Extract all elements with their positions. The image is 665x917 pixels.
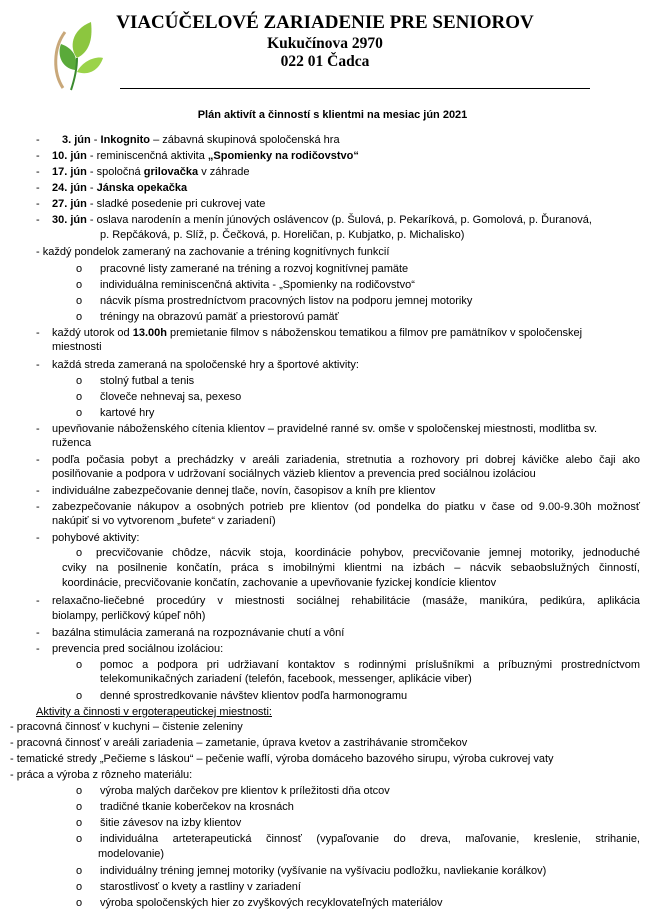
date-event: 17. jún - spoločná grilovačka v záhrade	[52, 166, 250, 178]
dash-marker: -	[36, 532, 40, 544]
circle-marker: o	[76, 375, 83, 387]
facility-city: 022 01 Čadca	[280, 53, 370, 70]
bullet-walks-cont: posilňovanie a podpora v udržovaní sociálnych väzieb klientov a prevencia pred sociálnou izoláciou	[52, 468, 536, 480]
circle-marker: o	[76, 407, 83, 419]
circle-marker: o	[76, 833, 83, 845]
facility-logo	[49, 18, 105, 94]
list-item: pracovné listy zamerané na tréning a rozvoj kognitívnej pamäte	[100, 263, 409, 275]
bullet-relax: relaxačno-liečebné procedúry v miestnosti sociálnej rehabilitácie (masáže, manikúra, pedikúra, aplikácia	[52, 595, 640, 607]
event-date: 3. jún	[62, 134, 91, 146]
ergo-item: individuálny tréning jemnej motoriky (vyšívanie na vyšívaciu podložku, navliekanie korálkov)	[100, 865, 547, 877]
monday-heading: - každý pondelok zameraný na zachovanie a tréning kognitívnych funkcií	[36, 246, 390, 258]
dash-marker: -	[36, 182, 40, 194]
dash-marker: -	[36, 327, 40, 339]
dash-marker: -	[36, 627, 40, 639]
event-date: 24. jún	[52, 182, 87, 194]
movement-item-cont: koordinácie, precvičovanie končatín, zachovanie a upevňovanie fyzickej kondície klientov	[62, 577, 497, 589]
bullet-press: individuálne zabezpečovanie dennej tlače, novín, časopisov a kníh pre klientov	[52, 485, 436, 497]
dash-marker: -	[36, 595, 40, 607]
date-event-cont: p. Repčáková, p. Slíž, p. Čečková, p. Horeličan, p. Kubjatko, p. Michalisko)	[100, 229, 465, 241]
facility-street: Kukučínova 2970	[267, 35, 383, 52]
event-date: 10. jún	[52, 150, 87, 162]
ergo-item: individuálna arteterapeutická činnosť (vypaľovanie do dreva, maľovanie, kreslenie, strihanie,	[100, 833, 640, 845]
dash-marker: -	[36, 485, 40, 497]
bullet-walks: podľa počasia pobyt a prechádzky v areáli zariadenia, stretnutia a rozhovory pri dobrej kávičke alebo čaji ako	[52, 454, 640, 466]
dash-marker: -	[36, 501, 40, 513]
ergo-item: šitie závesov na izby klientov	[100, 817, 242, 829]
circle-marker: o	[76, 865, 83, 877]
bullet-movement: pohybové aktivity:	[52, 532, 140, 544]
event-date: 27. jún	[52, 198, 87, 210]
circle-marker: o	[76, 263, 83, 275]
ergo-item-cont: modelovanie)	[98, 848, 165, 860]
logo-leaf-top	[73, 22, 92, 58]
plan-title: Plán aktivít a činností s klientmi na mesiac jún 2021	[197, 109, 468, 121]
ergo-line: - pracovná činnosť v areáli zariadenia – zametanie, úprava kvetov a zastrihávanie stromčekov	[10, 737, 468, 749]
movement-item-cont: cviky na posilnenie končatín, práca s imobilnými klientmi na izbách – nácvik sebaobslužných činností,	[62, 562, 640, 574]
date-event: 3. jún - Inkognito – zábavná skupinová spoločenská hra	[62, 134, 340, 146]
date-event: 30. jún - oslava narodenín a menín júnových oslávencov (p. Šulová, p. Pekaríková, p. Gomolová, p. Ďuranová,	[52, 214, 592, 226]
dash-marker: -	[36, 166, 40, 178]
circle-marker: o	[76, 311, 83, 323]
ergo-item: výroba spoločenských hier zo zvyškových recyklovateľných materiálov	[100, 897, 443, 909]
dash-marker: -	[36, 643, 40, 655]
ergo-item: tradičné tkanie koberčekov na krosnách	[100, 801, 294, 813]
dash-marker: -	[36, 423, 40, 435]
circle-marker: o	[76, 659, 83, 671]
circle-marker: o	[76, 547, 83, 559]
ergo-line: - práca a výroba z rôzneho materiálu:	[10, 769, 193, 781]
dash-marker: -	[36, 198, 40, 210]
bullet-stimulation: bazálna stimulácia zameraná na rozpoznávanie chutí a vôní	[52, 627, 345, 639]
event-date: 30. jún	[52, 214, 87, 226]
facility-title: VIACÚČELOVÉ ZARIADENIE PRE SENIOROV	[116, 12, 534, 33]
tuesday-line: každý utorok od 13.00h premietanie filmov s náboženskou tematikou a filmov pre pamätníkov v spoločenskej	[52, 327, 583, 339]
event-date: 17. jún	[52, 166, 87, 178]
dash-marker: -	[36, 454, 40, 466]
dash-marker: -	[36, 214, 40, 226]
date-event: 10. jún - reminiscenčná aktivita „Spomienky na rodičovstvo“	[52, 150, 359, 162]
list-item: stolný futbal a tenis	[100, 375, 195, 387]
isolation-item: denné sprostredkovanie návštev klientov podľa harmonogramu	[100, 690, 408, 702]
bullet-shopping: zabezpečovanie nákupov a osobných potrieb pre klientov (od pondelka do piatku v čase od 9.00-9.30h možnosť	[52, 501, 640, 513]
circle-marker: o	[76, 881, 83, 893]
circle-marker: o	[76, 391, 83, 403]
list-item: kartové hry	[100, 407, 155, 419]
bullet-relax-cont: biolampy, perličkový kúpeľ nôh)	[52, 610, 206, 622]
movement-item: precvičovanie chôdze, nácvik stoja, koordinácie pohybov, precvičovanie jemnej motoriky, jednoduché	[96, 547, 640, 559]
ergo-item: výroba malých darčekov pre klientov k príležitosti dňa otcov	[100, 785, 390, 797]
circle-marker: o	[76, 295, 83, 307]
dash-marker: -	[36, 359, 40, 371]
bullet-religion-cont: ruženca	[52, 437, 92, 449]
dash-marker: -	[36, 150, 40, 162]
isolation-item: pomoc a podpora pri udržiavaní kontaktov s rodinnými príslušníkmi a príbuznými prostredníctvom	[100, 659, 640, 671]
bullet-shopping-cont: nakúpiť si vo vytvorenom „bufete“ v zariadení)	[52, 515, 276, 527]
bullet-religion: upevňovanie náboženského cítenia klientov – pravidelné ranné sv. omše v spoločenskej miestnosti, modlitba sv.	[52, 423, 598, 435]
ergo-line: - pracovná činnosť v kuchyni – čistenie zeleniny	[10, 721, 243, 733]
circle-marker: o	[76, 279, 83, 291]
circle-marker: o	[76, 801, 83, 813]
list-item: tréningy na obrazovú pamäť a priestorovú pamäť	[100, 311, 339, 323]
wednesday-heading: každá streda zameraná na spoločenské hry a športové aktivity:	[52, 359, 359, 371]
list-item: človeče nehnevaj sa, pexeso	[100, 391, 242, 403]
tuesday-line-cont: miestnosti	[52, 341, 102, 353]
ergo-line: - tematické stredy „Pečieme s láskou“ – pečenie waflí, výroba domáceho bazového sirupu, výroba cukrovej vaty	[10, 753, 554, 765]
circle-marker: o	[76, 817, 83, 829]
bullet-isolation: prevencia pred sociálnou izoláciou:	[52, 643, 224, 655]
date-event: 27. jún - sladké posedenie pri cukrovej vate	[52, 198, 266, 210]
list-item: nácvik písma prostredníctvom pracovných listov na podporu jemnej motoriky	[100, 295, 473, 307]
circle-marker: o	[76, 785, 83, 797]
logo-leaf-right	[77, 58, 103, 74]
dash-marker: -	[36, 134, 40, 146]
event-name: Inkognito	[100, 134, 151, 146]
list-item: individuálna reminiscenčná aktivita - „Spomienky na rodičovstvo“	[100, 279, 415, 291]
ergo-item: starostlivosť o kvety a rastliny v zariadení	[100, 881, 301, 893]
header-divider	[120, 88, 590, 89]
circle-marker: o	[76, 897, 83, 909]
date-event: 24. jún - Jánska opekačka	[52, 182, 188, 194]
circle-marker: o	[76, 690, 83, 702]
isolation-item-cont: telekomunikačných zariadení (telefón, facebook, messenger, aplikácie viber)	[100, 673, 472, 685]
ergo-heading: Aktivity a činnosti v ergoterapeutickej miestnosti:	[36, 706, 272, 718]
